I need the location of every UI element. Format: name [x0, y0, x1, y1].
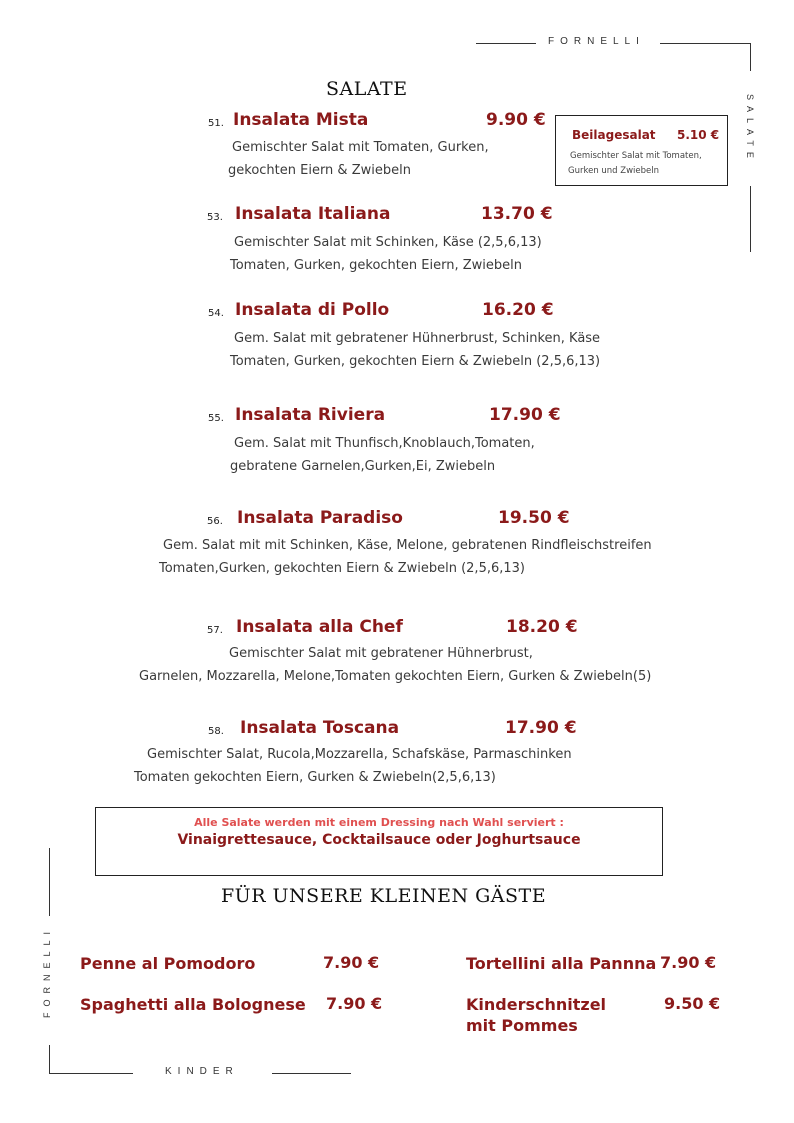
left-frame-top	[49, 848, 50, 916]
bottom-line-right	[272, 1073, 351, 1074]
item-desc: Gem. Salat mit mit Schinken, Käse, Melone, gebratenen Rindfleischstreifen	[163, 538, 652, 553]
item-name: Insalata Riviera	[235, 405, 386, 425]
kids-item-name: Tortellini alla Pannna	[466, 954, 657, 973]
item-desc: Gemischter Salat mit Tomaten, Gurken,	[232, 140, 489, 155]
item-number: 58.	[208, 726, 224, 737]
item-desc: gebratene Garnelen,Gurken,Ei, Zwiebeln	[230, 459, 496, 474]
side-label-salate: SALATE	[745, 94, 755, 164]
kids-item-name: Penne al Pomodoro	[80, 954, 256, 973]
item-price: 13.70 €	[481, 204, 553, 224]
kids-item-price: 7.90 €	[323, 953, 380, 972]
item-desc: Garnelen, Mozzarella, Melone,Tomaten gekochten Eiern, Gurken & Zwiebeln(5)	[139, 669, 652, 684]
kids-item-price: 9.50 €	[664, 994, 721, 1013]
item-desc: Tomaten, Gurken, gekochten Eiern, Zwiebeln	[230, 258, 522, 273]
top-line-left	[476, 43, 536, 44]
side-salad-desc: Gurken und Zwiebeln	[568, 166, 660, 176]
item-price: 17.90 €	[489, 405, 561, 425]
item-name: Insalata Toscana	[240, 718, 400, 738]
kids-item-price: 7.90 €	[326, 994, 383, 1013]
kids-item-name: Spaghetti alla Bolognese	[80, 995, 306, 1014]
brand-top: FORNELLI	[548, 36, 645, 47]
kids-item-name: mit Pommes	[466, 1016, 578, 1035]
item-desc: Gem. Salat mit gebratener Hühnerbrust, Schinken, Käse	[234, 331, 601, 346]
item-price: 9.90 €	[486, 110, 546, 130]
item-name: Insalata Italiana	[235, 204, 391, 224]
kinder-label: KINDER	[165, 1066, 239, 1077]
side-salad-name: Beilagesalat	[572, 128, 656, 142]
side-label-fornelli: FORNELLI	[42, 926, 52, 1019]
item-number: 56.	[207, 516, 223, 527]
kids-section-title: FÜR UNSERE KLEINEN GÄSTE	[221, 885, 547, 907]
item-name: Insalata Mista	[233, 110, 369, 130]
item-desc: Gem. Salat mit Thunfisch,Knoblauch,Tomaten,	[234, 436, 535, 451]
item-desc: Gemischter Salat mit gebratener Hühnerbrust,	[229, 646, 533, 661]
item-desc: Gemischter Salat mit Schinken, Käse (2,5,6,13)	[234, 235, 542, 250]
item-number: 55.	[208, 413, 224, 424]
dressing-note-options: Vinaigrettesauce, Cocktailsauce oder Joghurtsauce	[177, 832, 581, 848]
kids-item-price: 7.90 €	[660, 953, 717, 972]
item-price: 16.20 €	[482, 300, 554, 320]
item-name: Insalata di Pollo	[235, 300, 390, 320]
left-frame-bottom	[49, 1045, 50, 1074]
top-line-right	[660, 43, 751, 44]
right-frame-top	[750, 43, 751, 71]
bottom-line-left	[49, 1073, 133, 1074]
item-name: Insalata alla Chef	[236, 617, 403, 637]
kids-item-name: Kinderschnitzel	[466, 995, 607, 1014]
side-salad-box	[555, 115, 728, 186]
item-desc: gekochten Eiern & Zwiebeln	[228, 163, 411, 178]
item-price: 17.90 €	[505, 718, 577, 738]
item-desc: Tomaten,Gurken, gekochten Eiern & Zwiebeln (2,5,6,13)	[159, 561, 525, 576]
right-frame-bottom	[750, 186, 751, 252]
item-number: 53.	[207, 212, 223, 223]
item-desc: Gemischter Salat, Rucola,Mozzarella, Schafskäse, Parmaschinken	[147, 747, 572, 762]
item-price: 18.20 €	[506, 617, 578, 637]
dressing-note-intro: Alle Salate werden mit einem Dressing nach Wahl serviert :	[194, 816, 564, 829]
item-price: 19.50 €	[498, 508, 570, 528]
side-salad-price: 5.10 €	[677, 128, 720, 142]
item-name: Insalata Paradiso	[237, 508, 403, 528]
item-number: 54.	[208, 308, 224, 319]
side-salad-desc: Gemischter Salat mit Tomaten,	[570, 151, 702, 161]
page-title: SALATE	[326, 78, 408, 100]
item-number: 51.	[208, 118, 224, 129]
item-desc: Tomaten, Gurken, gekochten Eiern & Zwiebeln (2,5,6,13)	[230, 354, 601, 369]
item-desc: Tomaten gekochten Eiern, Gurken & Zwiebeln(2,5,6,13)	[134, 770, 496, 785]
item-number: 57.	[207, 625, 223, 636]
